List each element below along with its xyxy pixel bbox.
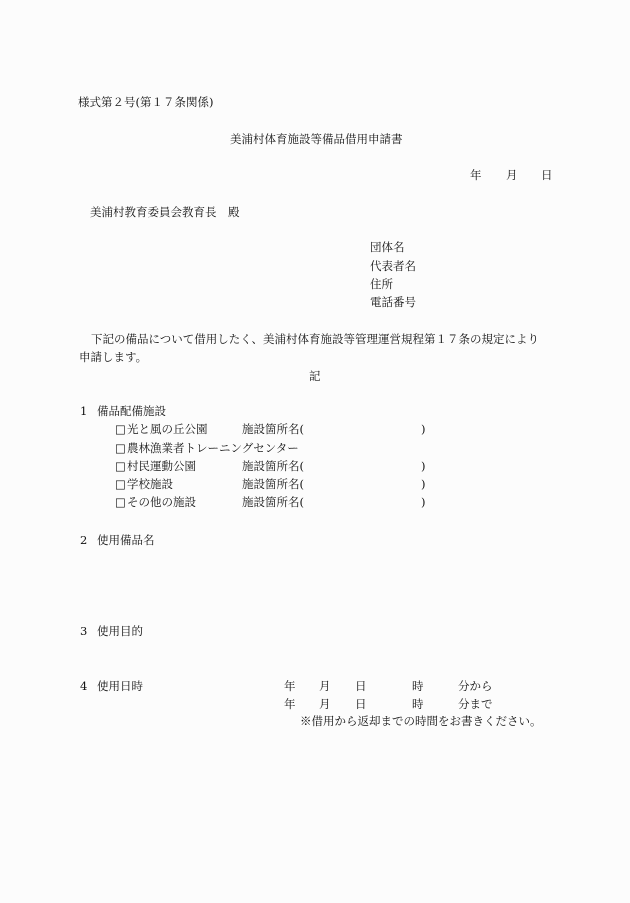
from-day-label: 日 [355, 679, 367, 693]
facility-name: 村民運動公園 [127, 459, 196, 473]
facility-checkbox[interactable]: □ [115, 459, 126, 473]
facility-place-label: 施設箇所名( [242, 477, 304, 491]
to-month-label: 月 [319, 697, 331, 711]
to-hour-label: 時 [412, 697, 424, 711]
addressee: 美浦村教育委員会教育長 殿 [90, 205, 240, 219]
section-label: 使用日時 [97, 679, 143, 693]
facility-place-label: 施設箇所名( [242, 495, 304, 509]
from-hour-label: 時 [412, 679, 424, 693]
applicant-representative-label: 代表者名 [370, 259, 416, 273]
from-month-label: 月 [319, 679, 331, 693]
facility-checkbox[interactable]: □ [115, 495, 126, 509]
applicant-org-name-label: 団体名 [370, 240, 405, 254]
facility-place-label: 施設箇所名( [242, 422, 304, 436]
datetime-note: ※借用から返却までの時間をお書きください。 [300, 714, 542, 728]
facility-name: 学校施設 [127, 477, 173, 491]
ki-heading: 記 [309, 369, 321, 383]
date-year-label: 年 [470, 168, 482, 182]
date-day-label: 日 [541, 168, 553, 182]
section-number: 2 [80, 533, 88, 547]
body-line-2: 申請します。 [79, 350, 148, 364]
from-year-label: 年 [284, 679, 296, 693]
facility-checkbox[interactable]: □ [115, 477, 126, 491]
document-title: 美浦村体育施設等備品借用申請書 [230, 132, 403, 146]
section-label: 使用備品名 [97, 533, 155, 547]
body-line-1: 下記の備品について借用したく、美浦村体育施設等管理運営規程第１７条の規定により [91, 332, 540, 346]
applicant-address-label: 住所 [370, 277, 393, 291]
facility-name: 農林漁業者トレーニングセンター [127, 441, 299, 455]
facility-checkbox[interactable]: □ [115, 441, 126, 455]
section-number: 3 [80, 624, 88, 638]
section-number: 4 [80, 679, 88, 693]
from-minute-label: 分から [458, 679, 493, 693]
facility-place-close: ) [421, 477, 426, 491]
applicant-phone-label: 電話番号 [370, 295, 416, 309]
date-month-label: 月 [506, 168, 518, 182]
facility-checkbox[interactable]: □ [115, 422, 126, 436]
facility-place-close: ) [421, 422, 426, 436]
to-day-label: 日 [355, 697, 367, 711]
to-minute-label: 分まで [458, 697, 493, 711]
facility-name: 光と風の丘公園 [127, 422, 208, 436]
section-number: 1 [80, 404, 88, 418]
section-label: 使用目的 [97, 624, 143, 638]
facility-place-label: 施設箇所名( [242, 459, 304, 473]
facility-name: その他の施設 [127, 495, 196, 509]
facility-place-close: ) [421, 495, 426, 509]
form-number: 様式第２号(第１７条関係) [78, 95, 214, 109]
facility-place-close: ) [421, 459, 426, 473]
to-year-label: 年 [284, 697, 296, 711]
section-label: 備品配備施設 [97, 404, 166, 418]
